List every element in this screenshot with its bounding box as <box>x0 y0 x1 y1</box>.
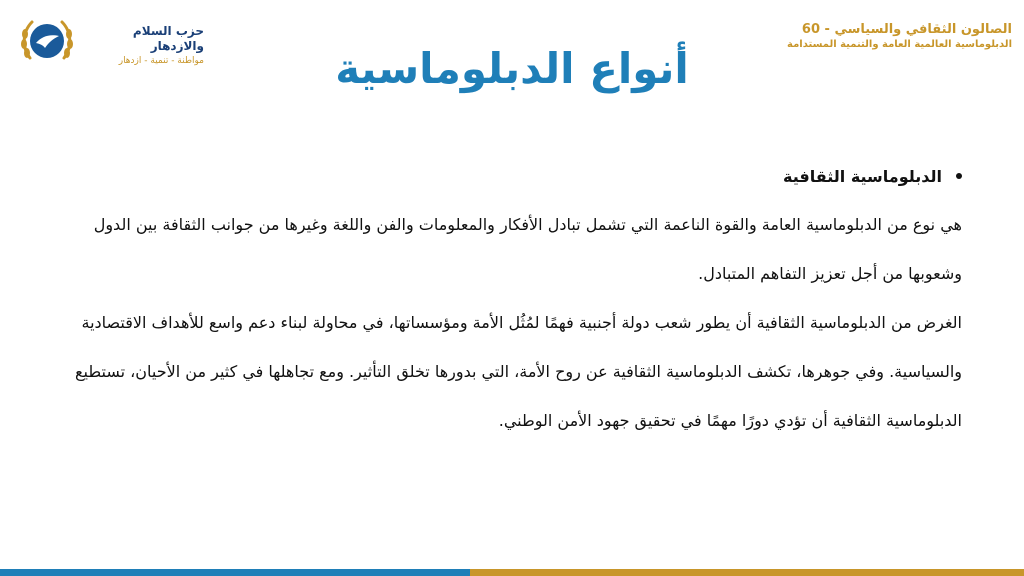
bullet-item <box>60 158 962 194</box>
slide-title: أنواع الدبلوماسية <box>335 44 689 93</box>
footer-bar-gold <box>470 569 1024 576</box>
bullet-heading: الدبلوماسية الثقافية <box>782 166 942 186</box>
logo-tagline: مواطنة - تنمية - ازدهار <box>118 56 204 66</box>
bullet-dot-icon <box>956 173 962 179</box>
event-subtitle: الدبلوماسية العالمية العامة والتنمية المستدامة <box>787 39 1012 50</box>
logo-name: حزب السلام والازدهار <box>132 24 204 53</box>
paragraph-definition: هي نوع من الدبلوماسية العامة والقوة الناعمة التي تشمل تبادل الأفكار والمعلومات والفن واللغة وغيرها من جوانب الثقافة بين الدول وشعوبها من أجل تعزيز التفاهم المتبادل. <box>93 215 962 283</box>
event-title: الصالون الثقافي والسياسي - 60 <box>801 22 1012 37</box>
paragraph-purpose: الغرض من الدبلوماسية الثقافية أن يطور شعب دولة أجنبية فهمًا لمُثُل الأمة ومؤسساتها، في محاولة لبناء دعم واسع للأهداف الاقتصادية والسياسية. وفي جوهرها، تكشف الدبلوماسية الثقافية عن روح الأمة، التي بدورها تخلق التأثير. ومع تجاهلها في كثير من الأحيان، تستطيع الدبلوماسية الثقافية أن تؤدي دورًا مهمًا في تحقيق جهود الأمن الوطني. <box>75 313 962 430</box>
footer-bar-blue <box>0 569 470 576</box>
slide-content <box>60 158 962 445</box>
